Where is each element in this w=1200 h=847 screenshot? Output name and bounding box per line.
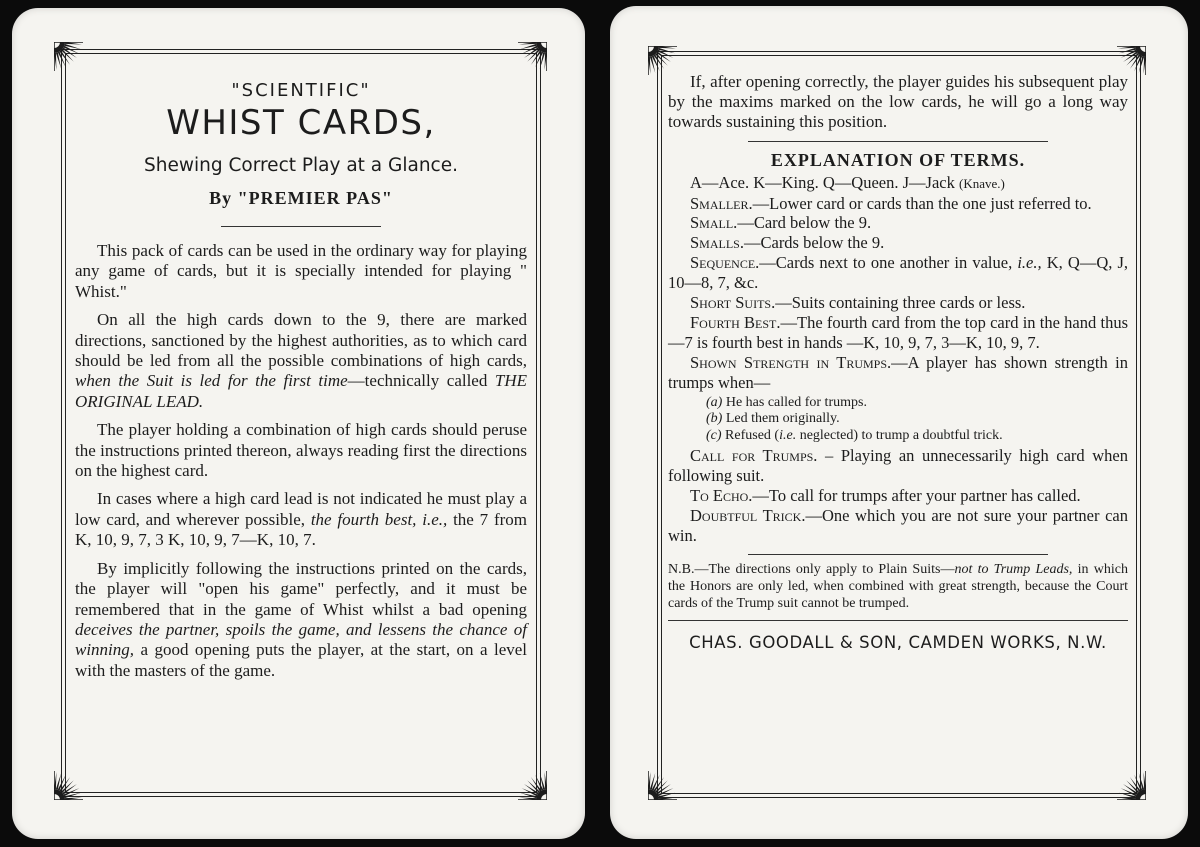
explanation-heading: EXPLANATION OF TERMS. <box>770 149 1026 170</box>
paragraph: By implicitly following the instructions printed on the cards, the player will "open his game" perfectly, and it must be remembered that in the game of Whist whilst a bad opening deceives the partner, spoils the game, and lessens the chance of winning, a good opening puts the player, at the start, on a level with the masters of the game. <box>75 558 528 680</box>
list-item: (c) Refused (i.e. neglected) to trump a doubtful trick. <box>706 427 1003 443</box>
divider <box>748 554 1048 555</box>
term-definition: To Echo.—To call for trumps after your partner has called. <box>690 485 1081 505</box>
term-definition: Call for Trumps. – Playing an unnecessarily high card when following suit. <box>668 446 1128 485</box>
term-definition: Fourth Best.—The fourth card from the top card in the hand thus—7 is fourth best in hands —K, 10, 9, 7, 3—K, 10, 9, 7. <box>668 312 1128 352</box>
main-title: WHIST CARDS, <box>166 103 436 143</box>
byline: By "PREMIER PAS" <box>209 188 393 208</box>
paragraph: On all the high cards down to the 9, there are marked directions, sanctioned by the highest authorities, as to which card should be led from all the possible combinations of high cards, when the Suit is led for the first time—technically called THE ORIGINAL LEAD. <box>75 310 528 411</box>
term-definition: Smalls.—Cards below the 9. <box>690 233 885 253</box>
term-definition: Smaller.—Lower card or cards than the one just referred to. <box>690 193 1092 213</box>
divider <box>748 141 1048 142</box>
left-card-content <box>75 80 527 681</box>
term-definition: Short Suits.—Suits containing three cards or less. <box>690 293 1026 313</box>
list-item: (b) Led them originally. <box>706 411 840 427</box>
corner-ornament-icon <box>54 42 84 72</box>
term-definition: Sequence.—Cards next to one another in value, i.e., K, Q—Q, J, 10—8, 7, &c. <box>668 253 1129 293</box>
divider <box>668 620 1128 621</box>
publisher-imprint: CHAS. GOODALL & SON, CAMDEN WORKS, N.W. <box>689 632 1107 652</box>
divider <box>221 226 381 227</box>
left-card <box>12 8 585 839</box>
list-item: (a) He has called for trumps. <box>706 394 867 410</box>
intro-paragraph: If, after opening correctly, the player guides his subsequent play by the maxims marked on the low cards, he will go a long way towards sustaining this position. <box>668 72 1128 132</box>
strength-conditions-list <box>668 395 1128 445</box>
quoted-title: "SCIENTIFIC" <box>231 80 371 101</box>
corner-ornament-icon <box>517 42 547 72</box>
corner-ornament-icon <box>517 770 547 800</box>
subtitle: Shewing Correct Play at a Glance. <box>144 155 458 176</box>
term-definition: Small.—Card below the 9. <box>690 213 872 233</box>
right-card-content <box>668 72 1128 652</box>
corner-ornament-icon <box>1116 770 1146 800</box>
nota-bene: N.B.—The directions only apply to Plain Suits—not to Trump Leads, in which the Honors are only led, when combined with great strength, because the Court cards of the Trump suit cannot be trumped. <box>668 561 1128 611</box>
paragraph: The player holding a combination of high cards should peruse the instructions printed thereon, always reading first the directions on the highest card. <box>75 420 527 481</box>
term-definition: Shown Strength in Trumps.—A player has shown strength in trumps when— <box>668 352 1128 392</box>
corner-ornament-icon <box>54 770 84 800</box>
corner-ornament-icon <box>648 770 678 800</box>
term-definition: Doubtful Trick.—One which you are not sure your partner can win. <box>668 505 1129 545</box>
paragraph: This pack of cards can be used in the ordinary way for playing any game of cards, but it is specially intended for playing " Whist." <box>75 241 527 301</box>
abbreviations: A—Ace. K—King. Q—Queen. J—Jack (Knave.) <box>690 172 1005 192</box>
paragraph: In cases where a high card lead is not indicated he must play a low card, and wherever possible, the fourth best, i.e., the 7 from K, 10, 9, 7, 3 K, 10, 9, 7—K, 10, 7. <box>75 489 527 550</box>
left-card-body <box>75 241 527 681</box>
right-card <box>610 6 1188 839</box>
